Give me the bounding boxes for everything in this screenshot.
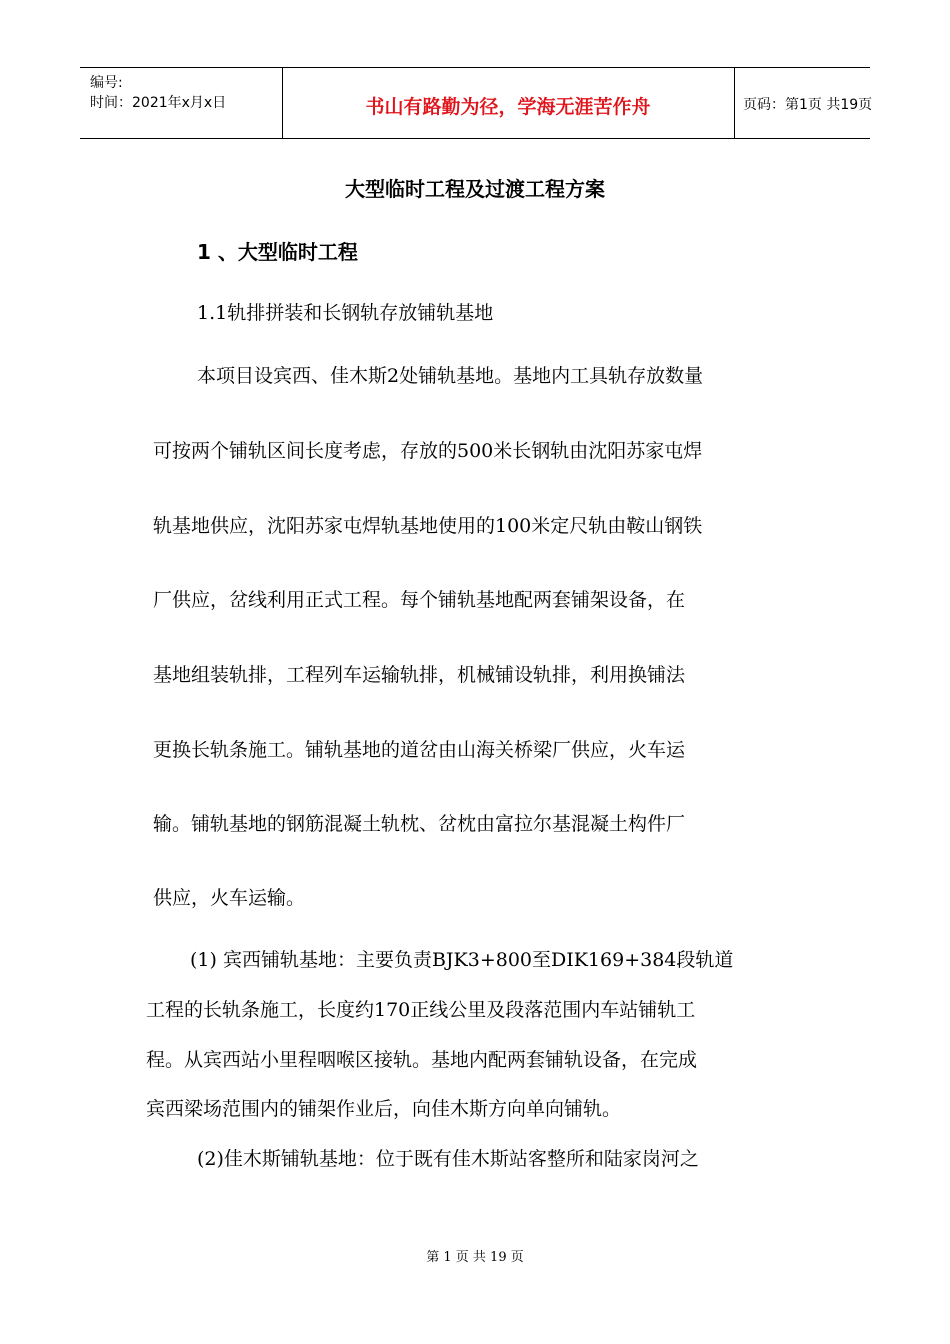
header-middle-cell — [282, 68, 735, 138]
header-motto: 书山有路勤为径，学海无涯苦作舟 — [365, 96, 651, 118]
page-header — [80, 67, 873, 139]
body-line: 更换长轨条施工。铺轨基地的道岔由山海关桥梁厂供应，火车运 — [153, 739, 686, 761]
body-line: (2)佳木斯铺轨基地：位于既有佳木斯站客整所和陆家岗河之 — [197, 1148, 699, 1170]
body-line: 厂供应，岔线利用正式工程。每个铺轨基地配两套铺架设备，在 — [153, 589, 686, 611]
body-line: 基地组装轨排，工程列车运输轨排，机械铺设轨排，利用换铺法 — [153, 664, 686, 686]
subsection-heading-1-1: 1.1轨排拼装和长钢轨存放铺轨基地 — [197, 302, 494, 324]
document-time-label: 时间：2021年x月x日 — [90, 95, 227, 111]
header-page-info: 页码：第1页 共19页 — [743, 97, 873, 113]
section-heading-1: 1 、大型临时工程 — [197, 240, 358, 264]
body-line: 宾西梁场范围内的铺架作业后，向佳木斯方向单向铺轨。 — [146, 1098, 622, 1120]
body-line: 可按两个铺轨区间长度考虑，存放的500米长钢轨由沈阳苏家屯焊 — [153, 440, 703, 462]
body-line: 本项目设宾西、佳木斯2处铺轨基地。基地内工具轨存放数量 — [197, 365, 704, 387]
body-line: (1) 宾西铺轨基地：主要负责BJK3+800至DIK169+384段轨道 — [190, 949, 734, 971]
body-line: 工程的长轨条施工，长度约170正线公里及段落范围内车站铺轨工 — [146, 999, 696, 1021]
body-line: 轨基地供应，沈阳苏家屯焊轨基地使用的100米定尺轨由鞍山钢铁 — [153, 515, 703, 537]
body-line: 供应，火车运输。 — [153, 887, 306, 909]
body-line: 输。铺轨基地的钢筋混凝土轨枕、岔枕由富拉尔基混凝土构件厂 — [153, 813, 686, 835]
header-right-cell — [735, 68, 873, 138]
document-title: 大型临时工程及过渡工程方案 — [345, 177, 605, 201]
body-line: 程。从宾西站小里程咽喉区接轨。基地内配两套铺轨设备，在完成 — [146, 1049, 698, 1071]
page-footer: 第 1 页 共 19 页 — [426, 1250, 524, 1265]
header-left-cell — [80, 68, 283, 138]
document-number-label: 编号: — [90, 75, 123, 91]
